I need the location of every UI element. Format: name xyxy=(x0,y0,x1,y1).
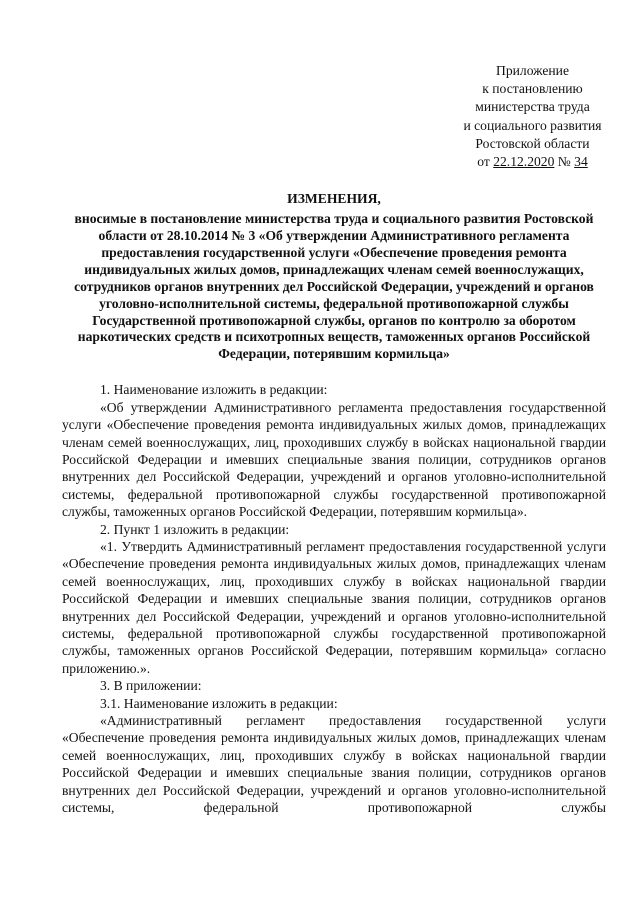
appendix-line: министерства труда xyxy=(475,99,590,115)
number-sign: № xyxy=(557,154,571,170)
paragraph: «Административный регламент предоставления государственной услуги «Обеспечение проведения ремонта индивидуальных жилых домов, принадлежащих членам семей военнослужащих, лиц, проходивших службу в войсках национальной гвардии Российской Федерации и имевших специальные звания полиции, сотрудников органов внутренних дел Российской Федерации, учреждений и органов уголовно-исполнительной системы, федеральной противопожарной службы xyxy=(62,713,606,816)
resolution-number: 34 xyxy=(574,154,588,170)
paragraph: 1. Наименование изложить в редакции: xyxy=(100,382,328,398)
appendix-line: Приложение xyxy=(496,63,569,78)
appendix-date-line xyxy=(430,153,635,171)
document-subtitle: вносимые в постановление министерства труда и социального развития Ростовской области от 28.10.2014 № 3 «Об утверждении Административного регламента предоставления государственной услуги «Обеспечение проведения ремонта индивидуальных жилых домов, принадлежащих членам семей военнослужащих, сотрудников органов внутренних дел Российской Федерации, учреждений и органов уголовно-исполнительной системы, федеральной противопожарной службы Государственной противопожарной службы, органов по контролю за оборотом наркотических средств и психотропных веществ, таможенных органов Российской Федерации, потерявшим кормильца» xyxy=(74,211,594,362)
appendix-line: к постановлению xyxy=(482,81,583,97)
resolution-date: 22.12.2020 xyxy=(493,154,555,170)
appendix-block xyxy=(430,62,635,171)
paragraph: 2. Пункт 1 изложить в редакции: xyxy=(100,521,290,537)
appendix-line: Ростовской области xyxy=(475,135,590,151)
paragraph: «1. Утвердить Административный регламент предоставления государственной услуги «Обеспечение проведения ремонта индивидуальных жилых домов, принадлежащих членам семей военнослужащих, лиц, проходивших службу в войсках национальной гвардии Российской Федерации и имевших специальные звания полиции, сотрудников органов внутренних дел Российской Федерации, учреждений и органов уголовно-исполнительной системы, федеральной противопожарной службы государственной противопожарной службы, таможенных органов Российской Федерации, потерявшим кормильца» согласно приложению.». xyxy=(62,538,606,676)
document-body xyxy=(62,381,606,816)
date-prefix: от xyxy=(477,154,490,170)
document-title: ИЗМЕНЕНИЯ, xyxy=(287,191,381,207)
paragraph: 3.1. Наименование изложить в редакции: xyxy=(100,695,338,711)
document-heading xyxy=(62,191,606,363)
paragraph: «Об утверждении Административного регламента предоставления государственной услуги «Обеспечение проведения ремонта индивидуальных жилых домов, принадлежащих членам семей военнослужащих, лиц, проходивших службу в войсках национальной гвардии Российской Федерации и имевших специальные звания полиции, сотрудников органов внутренних дел Российской Федерации, учреждений и органов уголовно-исполнительной системы, федеральной противопожарной службы государственной противопожарной службы, таможенных органов Российской Федерации, потерявшим кормильца». xyxy=(62,399,606,520)
appendix-line: и социального развития xyxy=(463,117,602,133)
paragraph: 3. В приложении: xyxy=(100,678,202,694)
